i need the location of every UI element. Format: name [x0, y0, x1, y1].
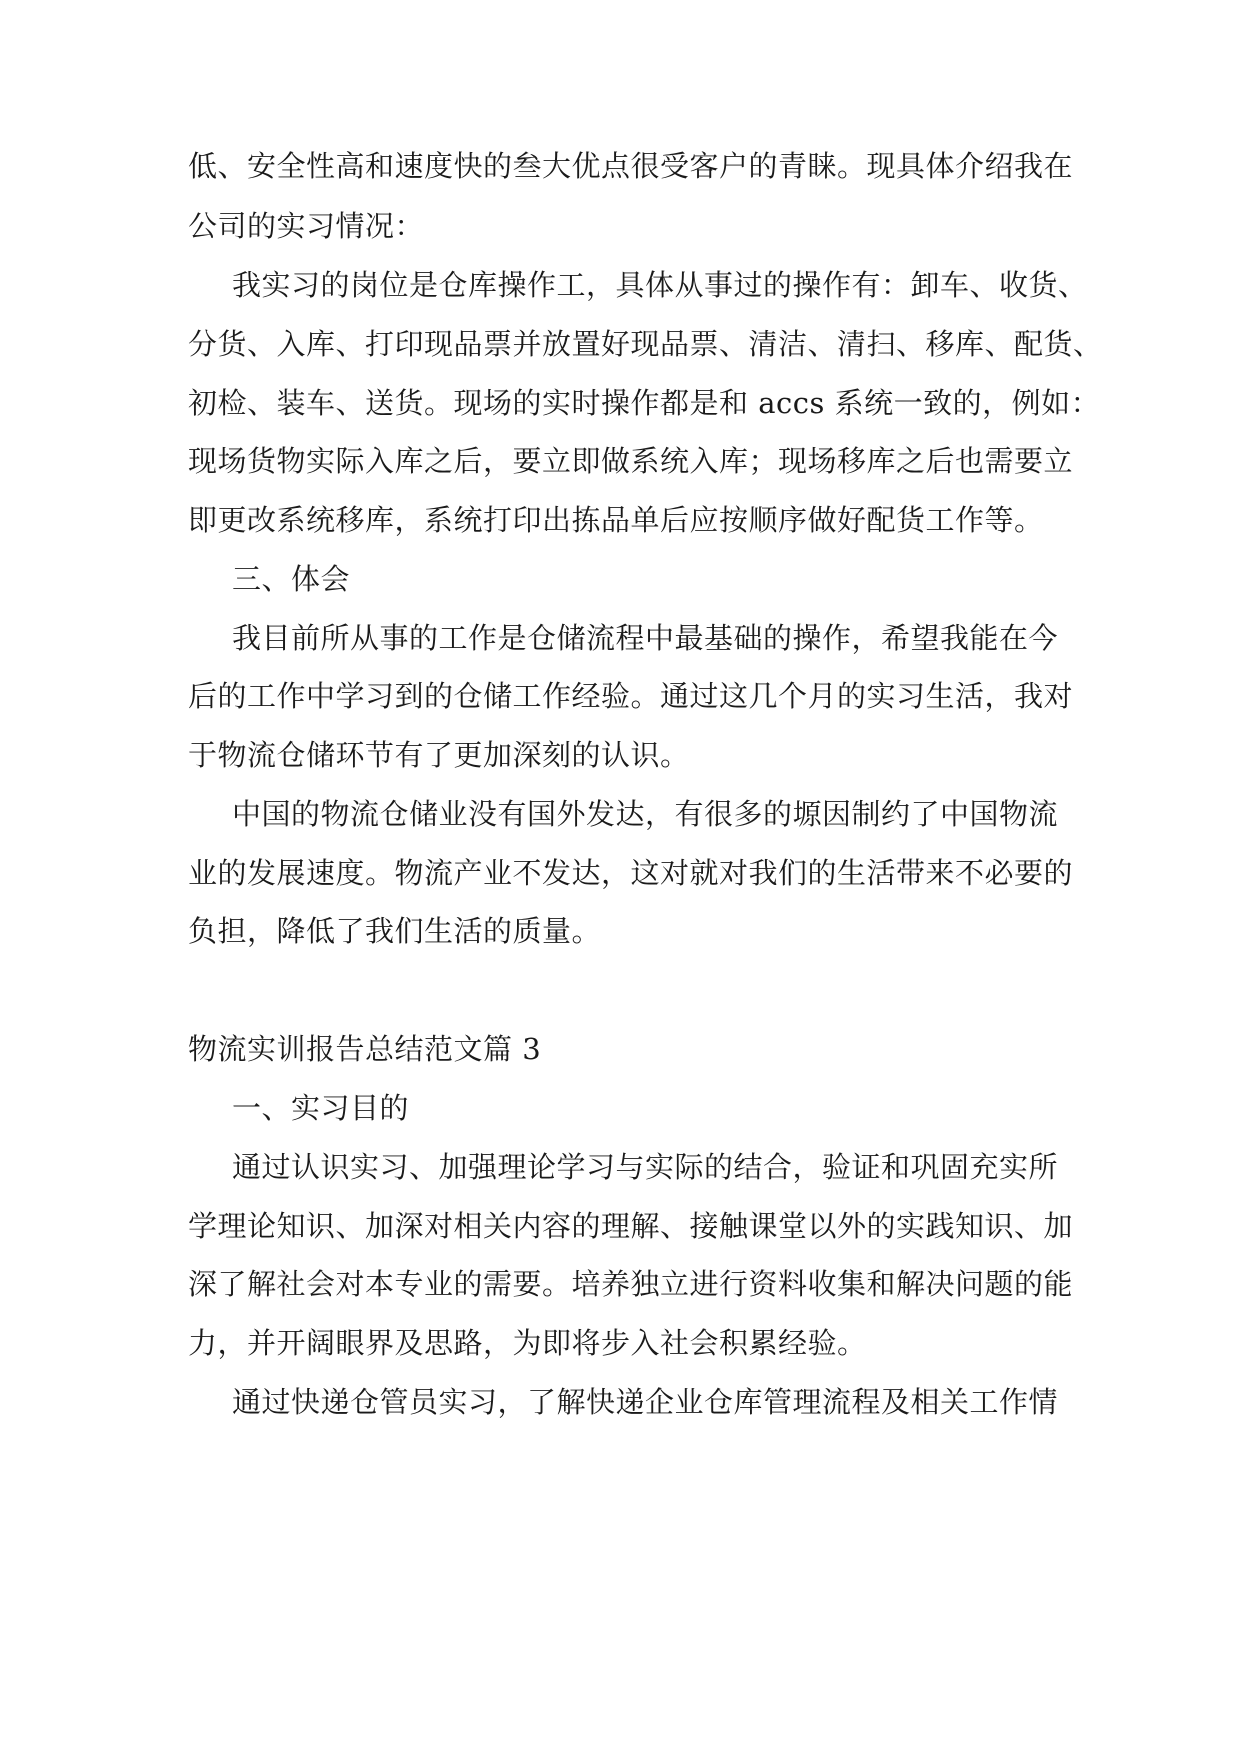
paragraph-line: 力，并开阔眼界及思路，为即将步入社会积累经验。	[188, 1326, 867, 1360]
paragraph-line: 学理论知识、加深对相关内容的理解、接触课堂以外的实践知识、加	[188, 1209, 1074, 1243]
paragraph-line: 我实习的岗位是仓库操作工，具体从事过的操作有：卸车、收货、	[232, 268, 1088, 302]
paragraph-line: 于物流仓储环节有了更加深刻的认识。	[188, 738, 690, 772]
paragraph-line: 负担，降低了我们生活的质量。	[188, 914, 602, 948]
paragraph-line: 业的发展速度。物流产业不发达，这对就对我们的生活带来不必要的	[188, 856, 1074, 890]
paragraph-line: 通过快递仓管员实习，了解快递企业仓库管理流程及相关工作情	[232, 1385, 1059, 1419]
paragraph-line: 即更改系统移库，系统打印出拣品单后应按顺序做好配货工作等。	[188, 503, 1044, 537]
paragraph-line: 我目前所从事的工作是仓储流程中最基础的操作，希望我能在今	[232, 621, 1059, 655]
article-title: 物流实训报告总结范文篇 3	[188, 1032, 542, 1066]
paragraph-line: 初检、装车、送货。现场的实时操作都是和 accs 系统一致的，例如：	[188, 386, 1101, 420]
paragraph-line: 公司的实习情况：	[188, 209, 425, 243]
paragraph-line: 后的工作中学习到的仓储工作经验。通过这几个月的实习生活，我对	[188, 679, 1074, 713]
section-heading: 一、实习目的	[232, 1091, 410, 1125]
section-heading: 三、体会	[232, 562, 351, 596]
paragraph-line: 低、安全性高和速度快的叁大优点很受客户的青睐。现具体介绍我在	[188, 149, 1074, 183]
paragraph-line: 深了解社会对本专业的需要。培养独立进行资料收集和解决问题的能	[188, 1267, 1074, 1301]
paragraph-line: 现场货物实际入库之后，要立即做系统入库；现场移库之后也需要立	[188, 444, 1074, 478]
paragraph-line: 中国的物流仓储业没有国外发达，有很多的塬因制约了中国物流	[232, 797, 1059, 831]
paragraph-line: 通过认识实习、加强理论学习与实际的结合，验证和巩固充实所	[232, 1150, 1059, 1184]
paragraph-line: 分货、入库、打印现品票并放置好现品票、清洁、清扫、移库、配货、	[188, 327, 1103, 361]
